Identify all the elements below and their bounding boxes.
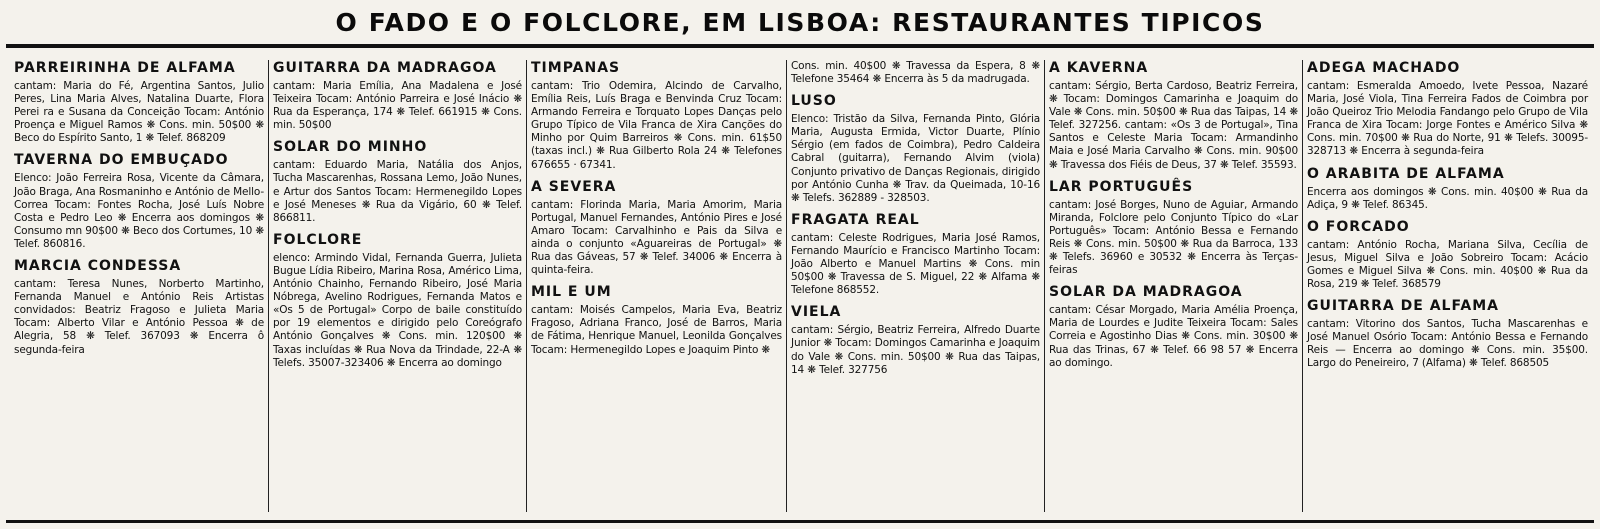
- top-rule: [6, 44, 1594, 48]
- restaurant-entry: [14, 152, 264, 251]
- restaurant-entry: [1307, 60, 1588, 159]
- restaurant-entry: [273, 139, 522, 224]
- restaurant-details: cantam: Celeste Rodrigues, Maria José Ramos, Fernando Maurício e Francisco Martinho Tocam: João Alberto e Manuel Martins ❋ Cons. min 50$00 ❋ Travessa de S. Miguel, 22 ❋ Alfama ❋ Telefone 868552.: [791, 231, 1040, 297]
- restaurant-name: A KAVERNA: [1049, 60, 1149, 76]
- restaurant-entry: [1049, 284, 1298, 369]
- column-4: [786, 60, 1044, 512]
- restaurant-entry: [531, 284, 782, 356]
- column-1: [10, 60, 268, 512]
- restaurant-details: Encerra aos domingos ❋ Cons. min. 40$00 ❋ Rua da Adiça, 9 ❋ Telef. 86345.: [1307, 185, 1588, 211]
- restaurant-details: Elenco: João Ferreira Rosa, Vicente da Câmara, João Braga, Ana Rosmaninho e António de Mello-Correa Tocam: Fontes Rocha, José Luís Nobre Costa e Pedro Leo ❋ Encerra aos domingos ❋ Consumo mn 90$00 ❋ Beco dos Cortumes, 10 ❋ Telef. 860816.: [14, 172, 264, 250]
- listings-columns: [10, 60, 1592, 512]
- restaurant-details: cantam: António Rocha, Mariana Silva, Cecília de Jesus, Miguel Silva e João Sobreiro Tocam: Acácio Gomes e Miguel Silva ❋ Cons. min. 40$00 ❋ Rua da Rosa, 219 ❋ Telef. 368579: [1307, 238, 1588, 291]
- restaurant-details: cantam: José Borges, Nuno de Aguiar, Armando Miranda, Folclore pelo Conjunto Típico do «Lar Português» Tocam: António Bessa e Fernando Reis ❋ Cons. min. 50$00 ❋ Rua da Barroca, 133 ❋ Telefs. 36960 e 30532 ❋ Encerra às Terças-feiras: [1049, 198, 1298, 277]
- restaurant-entry: [14, 60, 264, 145]
- restaurant-entry: [273, 232, 522, 370]
- restaurant-details: cantam: Esmeralda Amoedo, Ivete Pessoa, Nazaré Maria, José Viola, Tina Ferreira Fados de Coimbra por João Queiroz Trio Melodia Fandango pelo Grupo de Vila Franca de Xira Tocam: Jorge Fontes e Américo Silva ❋ Cons. min. 70$00 ❋ Rua do Norte, 91 ❋ Telefs. 30095-328713 ❋ Encerra à segunda-feira: [1307, 80, 1588, 158]
- restaurant-details: cantam: Moisés Campelos, Maria Eva, Beatriz Fragoso, Adriana Franco, José de Barros, Maria de Fátima, Henrique Manuel, Leonilda Gonçalves Tocam: Hermenegildo Lopes e Joaquim Pinto ❋: [531, 304, 782, 356]
- restaurant-details: cantam: Eduardo Maria, Natália dos Anjos, Tucha Mascarenhas, Rossana Lemo, João Nunes, e Artur dos Santos Tocam: Hermenegildo Lopes e José Meneses ❋ Rua da Vigário, 60 ❋ Telef. 866811.: [273, 159, 522, 224]
- restaurant-name: GUITARRA DA MADRAGOA: [273, 60, 497, 76]
- restaurant-name: MIL E UM: [531, 284, 612, 301]
- restaurant-details: cantam: Sérgio, Berta Cardoso, Beatriz Ferreira, ❋ Tocam: Domingos Camarinha e Joaquim do Vale ❋ Cons. min. 50$00 ❋ Rua das Taipas, 14 ❋ Telef. 327256. cantam: «Os 3 de Portugal», Tina Santos e Celeste Maria Tocam: Armandinho Maia e José Maria Carvalho ❋ Cons. min. 90$00 ❋ Travessa dos Fiéis de Deus, 37 ❋ Telef. 35593.: [1049, 80, 1298, 171]
- restaurant-name: SOLAR DO MINHO: [273, 139, 428, 156]
- column-3: [526, 60, 786, 512]
- page-title: O FADO E O FOLCLORE, EM LISBOA: RESTAURANTES TIPICOS: [335, 8, 1265, 37]
- restaurant-name: ADEGA MACHADO: [1307, 60, 1461, 76]
- restaurant-name: LUSO: [791, 93, 837, 110]
- restaurant-entry: [14, 258, 264, 357]
- restaurant-name: GUITARRA DE ALFAMA: [1307, 298, 1500, 315]
- restaurant-name: FRAGATA REAL: [791, 211, 920, 228]
- restaurant-entry: [531, 60, 782, 172]
- restaurant-name: A SEVERA: [531, 178, 617, 195]
- restaurant-entry: [273, 60, 522, 132]
- restaurant-details: cantam: Florinda Maria, Maria Amorim, Maria Portugal, Manuel Fernandes, António Pires e José Amaro Tocam: Carvalhinho e Pais da Silva e ainda o conjunto «Aguareiras de Portugal» ❋ Rua das Gáveas, 57 ❋ Telef. 34006 ❋ Encerra à quinta-feira.: [531, 198, 782, 277]
- restaurant-details: cantam: Sérgio, Beatriz Ferreira, Alfredo Duarte Junior ❋ Tocam: Domingos Camarinha e Joaquim do Vale ❋ Cons. min. 50$00 ❋ Rua das Taipas, 14 ❋ Telef. 327756: [791, 324, 1040, 376]
- restaurant-entry: [791, 212, 1040, 297]
- restaurant-entry: [791, 93, 1040, 205]
- restaurant-name: FOLCLORE: [273, 231, 363, 248]
- restaurant-name: SOLAR DA MADRAGOA: [1049, 284, 1243, 301]
- restaurant-details: cantam: César Morgado, Maria Amélia Proença, Maria de Lourdes e Judite Teixeira Tocam: Sales Correia e Agostinho Dias ❋ Cons. min. 30$00 ❋ Rua das Trinas, 67 ❋ Telef. 66 98 57 ❋ Encerra ao domingo.: [1049, 304, 1298, 369]
- restaurant-entry: [1307, 166, 1588, 212]
- restaurant-details: Elenco: Tristão da Silva, Fernanda Pinto, Glória Maria, Augusta Ermida, Victor Duarte, Plínio Sérgio (em fados de Coimbra), Pedro Caldeira Cabral (guitarra), Fernando Alvim (viola) Conjunto privativo de Danças Regionais, dirigido por António Cunha ❋ Trav. da Queimada, 10-16 ❋ Telefs. 362889 - 328503.: [791, 113, 1040, 204]
- column-2: [268, 60, 526, 512]
- restaurant-name: TAVERNA DO EMBUÇADO: [14, 152, 229, 169]
- restaurant-details: cantam: Trio Odemira, Alcindo de Carvalho, Emília Reis, Luís Braga e Benvinda Cruz Tocam: Armando Ferreira e Torquato Lopes Danças pelo Grupo Típico de Vila Franca de Xira Canções do Minho por Quim Barreiros ❋ Cons. min. 61$50 (taxas incl.) ❋ Rua Gilberto Rola 24 ❋ Telefones 676655 · 67341.: [531, 80, 782, 171]
- restaurant-details: Cons. min. 40$00 ❋ Travessa da Espera, 8 ❋ Telefone 35464 ❋ Encerra às 5 da madrugada.: [791, 60, 1040, 86]
- column-5: [1044, 60, 1302, 512]
- restaurant-name: O ARABITA DE ALFAMA: [1307, 165, 1505, 182]
- restaurant-entry-continued: [791, 60, 1040, 86]
- restaurant-name: MARCIA CONDESSA: [14, 258, 182, 275]
- restaurant-entry: [1307, 219, 1588, 291]
- restaurant-entry: [1049, 179, 1298, 278]
- restaurant-details: cantam: Maria do Fé, Argentina Santos, Julio Peres, Lina Maria Alves, Natalina Duarte, Flora Perei ra e Susana da Conceição Tocam: António Proença e Miguel Ramos ❋ Cons. min. 50$00 ❋ Beco do Espírito Santo, 1 ❋ Telef. 868209: [14, 80, 264, 145]
- restaurant-details: cantam: Maria Emília, Ana Madalena e José Teixeira Tocam: António Parreira e José Inácio ❋ Rua da Esperança, 174 ❋ Telef. 661915 ❋ Cons. min. 50$00: [273, 80, 522, 132]
- bottom-rule: [6, 520, 1594, 523]
- column-6: [1302, 60, 1592, 512]
- restaurant-details: cantam: Vitorino dos Santos, Tucha Mascarenhas e José Manuel Osório Tocam: António Bessa e Fernando Reis — Encerra ao domingo ❋ Cons. min. 35$00. Largo do Peneireiro, 7 (Alfama) ❋ Telef. 868505: [1307, 318, 1588, 370]
- restaurant-name: TIMPANAS: [531, 60, 621, 76]
- restaurant-entry: [1049, 60, 1298, 172]
- restaurant-entry: [531, 179, 782, 278]
- restaurant-details: elenco: Armindo Vidal, Fernanda Guerra, Julieta Bugue Lídia Ribeiro, Marina Rosa, Américo Lima, António Chainho, Fernando Ribeiro, José Maria Nóbrega, Avelino Rodrigues, Fernanda Matos e «Os 5 de Portugal» Corpo de baile constituído por 19 elementos e dirigido pelo Coreógrafo António Gonçalves ❋ Cons. min. 120$00 ❋ Taxas incluídas ❋ Rua Nova da Trindade, 22-A ❋ Telefs. 35007-323406 ❋ Encerra ao domingo: [273, 251, 522, 369]
- restaurant-name: PARREIRINHA DE ALFAMA: [14, 60, 236, 76]
- restaurant-name: LAR PORTUGUÊS: [1049, 178, 1194, 195]
- restaurant-entry: [1307, 298, 1588, 370]
- restaurant-details: cantam: Teresa Nunes, Norberto Martinho, Fernanda Manuel e António Reis Artistas convidados: Beatriz Fragoso e Julieta Maria Tocam: Alberto Vilar e António Pessoa ❋ de Alegria, 58 ❋ Telef. 367093 ❋ Encerra ô segunda-feira: [14, 278, 264, 356]
- restaurant-name: O FORCADO: [1307, 218, 1410, 235]
- restaurant-entry: [791, 304, 1040, 376]
- restaurant-name: VIELA: [791, 304, 842, 321]
